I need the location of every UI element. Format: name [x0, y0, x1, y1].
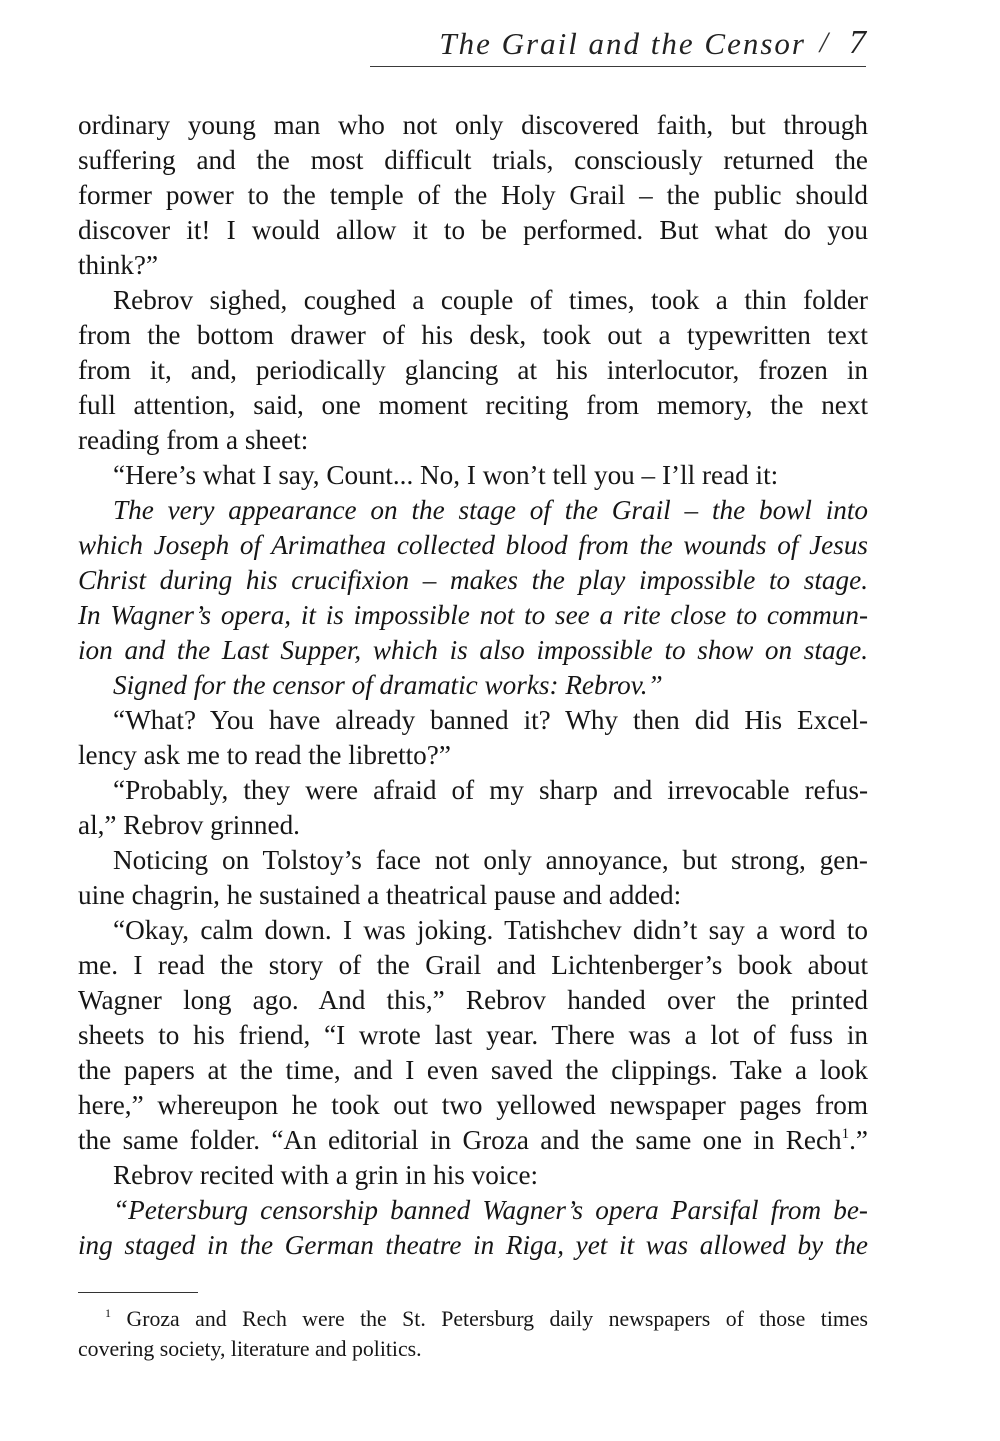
- footnote-text: Groza and Rech were the St. Petersburg daily newspapers of those times: [126, 1307, 868, 1331]
- text-line: Rebrov sighed, coughed a couple of times, took a thin folder: [113, 285, 868, 315]
- text-line: Wagner long ago. And this,” Rebrov handed over the printed: [78, 985, 868, 1015]
- footnote-divider: [78, 1292, 198, 1293]
- text-line: the papers at the time, and I even saved the clippings. Take a look: [78, 1055, 868, 1085]
- text-line: former power to the temple of the Holy Grail – the public should: [78, 180, 868, 210]
- text-line: “Here’s what I say, Count... No, I won’t tell you – I’ll read it:: [113, 460, 779, 490]
- text-line-content: the same folder. “An editorial in Groza and the same one in Rech: [78, 1125, 842, 1155]
- text-line: “What? You have already banned it? Why then did His Excel-: [113, 705, 868, 735]
- quoted-line: “Petersburg censorship banned Wagner’s opera Parsifal from be-: [113, 1195, 868, 1225]
- footnote-line: covering society, literature and politics.: [78, 1337, 422, 1361]
- text-line-with-footnote: [78, 1123, 868, 1158]
- quoted-line: ing staged in the German theatre in Riga, yet it was allowed by the: [78, 1230, 868, 1260]
- quoted-line: In Wagner’s opera, it is impossible not to see a rite close to commun-: [78, 600, 868, 630]
- line-ending: .”: [849, 1125, 868, 1155]
- footnote-reference[interactable]: 1: [841, 1125, 850, 1142]
- text-line: me. I read the story of the Grail and Lichtenberger’s book about: [78, 950, 868, 980]
- text-line: full attention, said, one moment reciting from memory, the next: [78, 390, 868, 420]
- text-line: “Okay, calm down. I was joking. Tatishchev didn’t say a word to: [113, 915, 868, 945]
- text-line: Noticing on Tolstoy’s face not only annoyance, but strong, gen-: [113, 845, 868, 875]
- running-head: [370, 22, 866, 67]
- text-line: ordinary young man who not only discovered faith, but through: [78, 110, 868, 140]
- quoted-line: The very appearance on the stage of the Grail – the bowl into: [113, 495, 868, 525]
- text-line: from it, and, periodically glancing at his interlocutor, frozen in: [78, 355, 868, 385]
- quoted-line: Signed for the censor of dramatic works: Rebrov.”: [113, 670, 663, 700]
- text-line: Rebrov recited with a grin in his voice:: [113, 1160, 539, 1190]
- body-text: [78, 108, 868, 1263]
- running-title: The Grail and the Censor: [439, 26, 806, 61]
- footnote-line: [78, 1304, 868, 1334]
- text-line: al,” Rebrov grinned.: [78, 810, 300, 840]
- footnote: [78, 1304, 868, 1364]
- quoted-line: ion and the Last Supper, which is also impossible to show on stage.: [78, 635, 868, 665]
- text-line: “Probably, they were afraid of my sharp and irrevocable refus-: [113, 775, 868, 805]
- text-line: reading from a sheet:: [78, 425, 309, 455]
- page-number: 7: [849, 24, 866, 61]
- text-line: lency ask me to read the libretto?”: [78, 740, 451, 770]
- text-line: here,” whereupon he took out two yellowed newspaper pages from: [78, 1090, 868, 1120]
- text-line: discover it! I would allow it to be performed. But what do you: [78, 215, 868, 245]
- text-line: think?”: [78, 250, 159, 280]
- text-line: uine chagrin, he sustained a theatrical pause and added:: [78, 880, 682, 910]
- header-separator: /: [819, 26, 828, 59]
- quoted-line: which Joseph of Arimathea collected blood from the wounds of Jesus: [78, 530, 868, 560]
- text-line: suffering and the most difficult trials, consciously returned the: [78, 145, 868, 175]
- text-line: sheets to his friend, “I wrote last year. There was a lot of fuss in: [78, 1020, 868, 1050]
- quoted-line: Christ during his crucifixion – makes the play impossible to stage.: [78, 565, 868, 595]
- text-line: from the bottom drawer of his desk, took out a typewritten text: [78, 320, 868, 350]
- footnote-marker: 1: [105, 1306, 111, 1321]
